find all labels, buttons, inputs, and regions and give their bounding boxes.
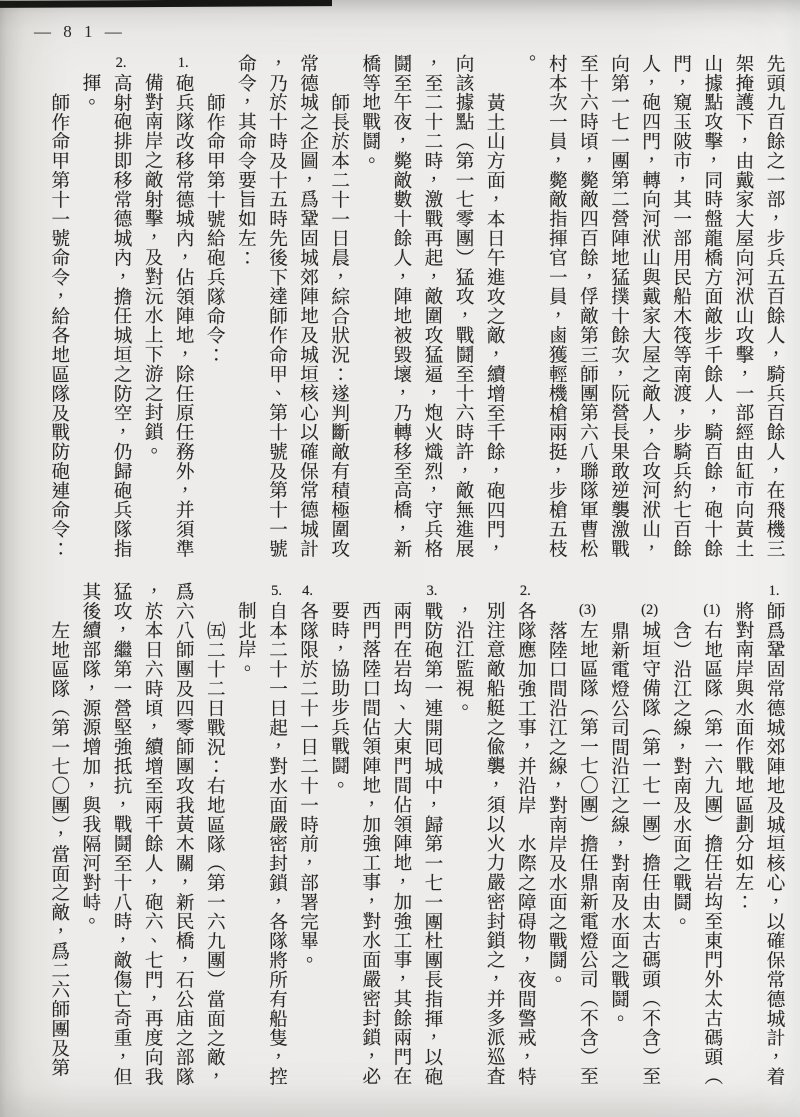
text-column [230, 582, 261, 1104]
text-column [635, 582, 666, 1104]
item-number-marker: 2. [519, 583, 531, 599]
column-text: 城垣守備隊（第一七一團）擔任由太古碼頭（不含）至 [639, 620, 661, 1087]
column-text: 鬪至午夜，斃敵數十餘人，陣地被毀壞，乃轉移至高橋，新 [390, 54, 412, 559]
text-column [572, 54, 603, 562]
column-text: 。 [515, 54, 537, 74]
column-text: 各隊限於二十一日二十一時前，部署完畢。 [297, 601, 319, 971]
column-text: 常德城之企圖，爲鞏固城郊陣地及城垣核心以確保常德城計 [297, 54, 319, 559]
column-text: 山據點攻擊，同時盤龍橋方面敵步千餘人，騎百餘，砲十餘 [701, 54, 723, 559]
column-text: 戰防砲第一連開囘城中，歸第一七一團杜團長指揮，以砲 [421, 601, 443, 1087]
column-text: 高射砲排即移常德城內，擔任城垣之防空，仍歸砲兵隊指 [111, 73, 133, 559]
text-column [510, 582, 541, 1104]
column-text: 師爲鞏固常德城郊陣地及城垣核心，以確保常德城計，着 [764, 601, 785, 1087]
text-column [728, 54, 759, 562]
column-text: 左地區隊（第一七〇團）擔任鼎新電燈公司（不含）至 [577, 620, 599, 1087]
text-column [666, 582, 697, 1104]
text-column [479, 582, 510, 1104]
column-text: ，乃於十時及十五時先後下達師作命甲、第十號及第十一號 [266, 54, 288, 559]
text-column [386, 582, 417, 1104]
text-column [541, 582, 572, 1104]
column-text: 別注意敵船艇之偸襲，須以火力嚴密封鎖之，并多派巡査 [484, 601, 506, 1087]
item-number-marker: (3) [578, 602, 596, 619]
column-text: 師長於本二十一日晨，綜合狀況：遂判斷敵有積極圍攻 [328, 92, 350, 559]
column-text: 命令，其命令要旨如左： [235, 54, 257, 268]
text-column [137, 54, 168, 562]
column-text: 兩門在岩㘬、大東門間佔領陣地，加強工事，其餘兩門在 [390, 601, 412, 1087]
column-text: 左地區隊（第一七〇團），當面之敵，爲二六師團及第 [48, 620, 70, 1078]
column-text: 要時，協助步兵戰鬪。 [328, 601, 350, 796]
column-text: 爲六八師團及四零師團攻我黃木關，新民橋，石公庙之部隊 [173, 582, 195, 1087]
column-text: ，沿江監視。 [453, 601, 475, 718]
column-text: 向該據點（第一七零團）猛攻，戰鬪至十六時許，敵無進展 [453, 54, 475, 559]
scan-edge-artifact [0, 0, 332, 8]
text-column [541, 54, 572, 562]
text-column [759, 582, 790, 1104]
text-column [603, 54, 634, 562]
text-column [137, 582, 168, 1104]
text-column [199, 54, 230, 562]
column-text: ，於本日六時頃，續增至兩千餘人，砲六、七門，再度向我 [142, 582, 164, 1087]
column-text: 架掩護下，由戴家大屋向河洑山攻擊，一部經由缸市向黃土 [732, 54, 754, 559]
column-text: 至十六時頃，斃敵四百餘，俘敵第三師團第六八聯隊軍曹松 [577, 54, 599, 559]
text-column [44, 582, 75, 1104]
text-column [324, 582, 355, 1104]
item-number-marker: 5. [271, 583, 282, 599]
column-text: 含）沿江之線，對南及水面之戰鬪。 [670, 620, 692, 932]
text-column [355, 54, 386, 562]
text-column [261, 54, 292, 562]
text-column [293, 54, 324, 562]
column-text: 自本二十一日起，對水面嚴密封鎖，各隊將所有船隻，控 [266, 601, 288, 1087]
text-column [75, 54, 106, 562]
item-number-marker: 1. [177, 55, 189, 71]
column-text: 其後續部隊，源源增加，與我隔河對峙。 [79, 582, 101, 932]
text-column [603, 582, 634, 1104]
text-column [666, 54, 697, 562]
column-text: 制北岸。 [235, 601, 257, 679]
column-text: 人，砲四門，轉向河洑山與戴家大屋之敵人，合攻河洑山， [639, 54, 661, 559]
bottom-text-register [44, 582, 790, 1104]
text-column [106, 54, 137, 562]
column-text: 村本次一員，斃敵指揮官一員，鹵獲輕機槍兩挺，步槍五枝 [546, 54, 568, 559]
text-column [168, 582, 199, 1104]
item-number-marker: 4. [302, 583, 314, 599]
text-column [417, 54, 448, 562]
text-column [168, 54, 199, 562]
column-text: 門，窺玉陂市，其一部用民船木筏等南渡，步騎兵約七百餘 [670, 54, 692, 559]
column-text: ㈤二十二日戰況：右地區隊（第一六九團）當面之敵， [204, 620, 226, 1087]
item-number-marker: (2) [641, 602, 659, 619]
column-text: 黃土山方面，本日午進攻之敵，續增至千餘，砲四門， [484, 92, 506, 559]
text-column [293, 582, 324, 1104]
column-text: 鼎新電燈公司間沿江之線，對南及水面之戰鬪。 [608, 620, 630, 1029]
column-text: 各隊應加強工事，并沿岸 水際之障碍物，夜間警戒，特 [515, 601, 537, 1087]
page-number: — 8 1 — [34, 22, 126, 41]
text-column [448, 582, 479, 1104]
text-column [355, 582, 386, 1104]
item-number-marker: (1) [703, 602, 721, 619]
item-number-marker: 2. [115, 55, 127, 71]
text-column [697, 582, 728, 1104]
column-text: 備對南岸之敵射擊，及對沅水上下游之封鎖。 [142, 73, 164, 462]
text-column [324, 54, 355, 562]
text-column [230, 54, 261, 562]
column-text: 師作命甲第十號給砲兵隊命令： [204, 92, 226, 365]
text-column [106, 582, 137, 1104]
text-column [697, 54, 728, 562]
text-column [572, 582, 603, 1104]
column-text: 猛攻，繼第一營堅強抵抗，戰鬪至十八時，敵傷亡奇重，但 [111, 582, 133, 1087]
column-text: 砲兵隊改移常德城內，佔領陣地，除任原任務外，并須準 [173, 73, 195, 559]
column-text: 先頭九百餘之一部，步兵五百餘人，騎兵百餘人，在飛機三 [764, 54, 785, 559]
item-number-marker: 1. [768, 583, 780, 599]
column-text: 揮。 [79, 73, 101, 113]
text-column [479, 54, 510, 562]
text-column [417, 582, 448, 1104]
text-column [386, 54, 417, 562]
top-text-register [44, 54, 790, 562]
text-column [759, 54, 790, 562]
column-text: 向第一七一團第二營陣地猛撲十餘次，阮營長果敢逆襲激戰 [608, 54, 630, 559]
text-column [199, 582, 230, 1104]
column-text: 落陸口間沿江之線，對南岸及水面之戰鬪。 [546, 620, 568, 990]
column-text: 西門落陸口間佔領陣地，加強工事，對水面嚴密封鎖，必 [359, 601, 381, 1087]
column-text: 師作命甲第十一號命令，給各地區隊及戰防砲連命令： [48, 92, 70, 559]
text-column [75, 582, 106, 1104]
column-text: ，至二十二時，激戰再起，敵圍攻猛逼，炮火熾烈，守兵格 [421, 54, 443, 559]
column-text: 右地區隊（第一六九團）擔任岩㘬至東門外太古碼頭（ [701, 620, 723, 1087]
text-column [728, 582, 759, 1104]
text-column [510, 54, 541, 562]
text-column [44, 54, 75, 562]
item-number-marker: 3. [426, 583, 438, 599]
text-column [448, 54, 479, 562]
column-text: 橋等地戰鬪。 [359, 54, 381, 171]
text-column [261, 582, 292, 1104]
column-text: 將對南岸與水面作戰地區劃分如左： [732, 601, 754, 912]
text-column [635, 54, 666, 562]
